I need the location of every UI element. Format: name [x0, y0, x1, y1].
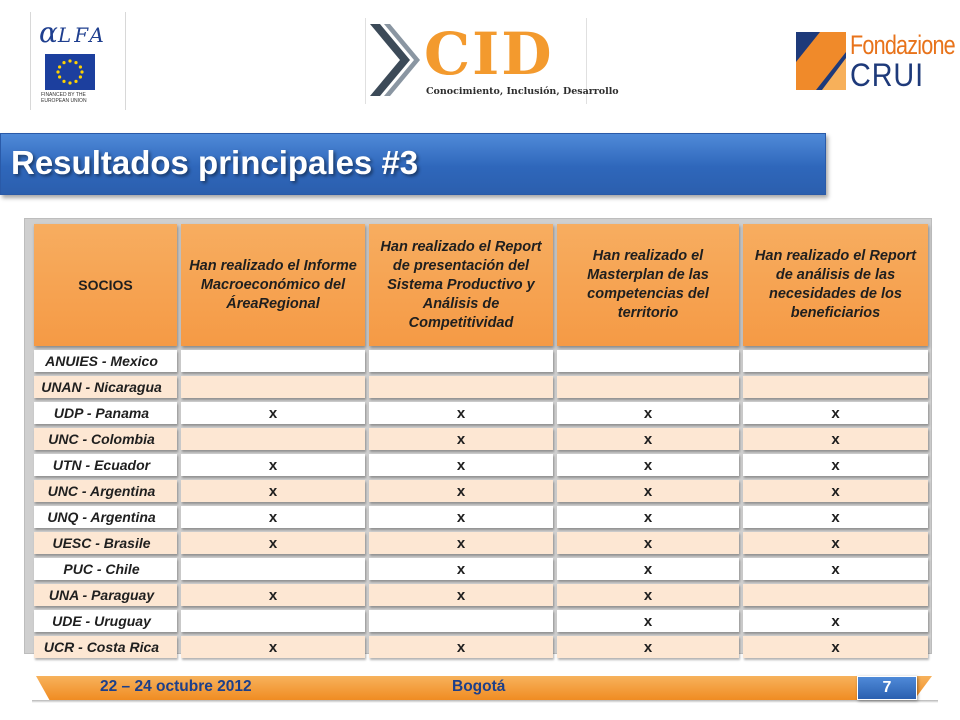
- row-partner: ANUIES - Mexico: [34, 350, 177, 372]
- row-cell: x: [181, 636, 365, 658]
- header-report-sistema-productivo: Han realizado el Report de presentación del Sistema Productivo y Análisis de Competitividad: [369, 224, 553, 346]
- row-cell: x: [557, 402, 739, 424]
- row-cell: x: [181, 532, 365, 554]
- row-cell: [181, 428, 365, 450]
- row-cell: x: [369, 402, 553, 424]
- row-cell: x: [181, 584, 365, 606]
- header-report-beneficiarios: Han realizado el Report de análisis de las necesidades de los beneficiarios: [743, 224, 928, 346]
- row-cell: [369, 376, 553, 398]
- row-cell: [743, 584, 928, 606]
- row-cell: x: [369, 584, 553, 606]
- table-row: [34, 428, 928, 450]
- crui-mark-icon: [796, 32, 846, 90]
- row-partner: UNC - Argentina: [34, 480, 177, 502]
- footer-shadow: [32, 700, 938, 703]
- row-cell: [557, 350, 739, 372]
- row-partner: UCR - Costa Rica: [34, 636, 177, 658]
- row-cell: [369, 610, 553, 632]
- row-cell: x: [743, 558, 928, 580]
- row-cell: x: [557, 454, 739, 476]
- page-number-badge: 7: [857, 676, 917, 700]
- table-header-row: [34, 224, 928, 346]
- header-masterplan: Han realizado el Masterplan de las competencias del territorio: [557, 224, 739, 346]
- table-row: [34, 584, 928, 606]
- row-cell: x: [743, 480, 928, 502]
- row-cell: x: [369, 454, 553, 476]
- footer-date: 22 – 24 octubre 2012: [100, 678, 252, 695]
- row-partner: UNQ - Argentina: [34, 506, 177, 528]
- row-partner: UNAN - Nicaragua: [34, 376, 177, 398]
- page-title: Resultados principales #3: [11, 144, 419, 181]
- cid-tagline: Conocimiento, Inclusión, Desarrollo: [426, 86, 619, 97]
- row-cell: x: [181, 480, 365, 502]
- row-cell: x: [557, 532, 739, 554]
- row-cell: x: [557, 584, 739, 606]
- row-cell: [557, 376, 739, 398]
- row-partner: UNA - Paraguay: [34, 584, 177, 606]
- alfa-logo: [30, 12, 126, 110]
- table-row: [34, 376, 928, 398]
- row-cell: [181, 376, 365, 398]
- row-cell: [181, 558, 365, 580]
- cid-chevron-icon: [366, 20, 426, 100]
- row-cell: x: [743, 532, 928, 554]
- table-row: [34, 350, 928, 372]
- header-informe-macroeconomico: Han realizado el Informe Macroeconómico del ÁreaRegional: [181, 224, 365, 346]
- row-cell: x: [369, 480, 553, 502]
- row-partner: PUC - Chile: [34, 558, 177, 580]
- eu-flag-icon: [45, 54, 95, 90]
- row-cell: x: [557, 428, 739, 450]
- row-cell: [181, 350, 365, 372]
- row-cell: x: [557, 610, 739, 632]
- eu-caption: FINANCED BY THE EUROPEAN UNION: [41, 92, 87, 104]
- crui-logo: [796, 30, 955, 96]
- table-row: [34, 610, 928, 632]
- row-cell: [743, 376, 928, 398]
- row-cell: x: [369, 428, 553, 450]
- row-cell: x: [181, 506, 365, 528]
- row-partner: UDE - Uruguay: [34, 610, 177, 632]
- row-cell: x: [743, 402, 928, 424]
- table-row: [34, 454, 928, 476]
- table-row: [34, 480, 928, 502]
- table-row: [34, 506, 928, 528]
- title-banner: [0, 133, 826, 195]
- results-table: [34, 224, 928, 658]
- table-row: [34, 532, 928, 554]
- crui-top-text: Fondazione: [850, 30, 955, 60]
- row-cell: x: [369, 532, 553, 554]
- row-cell: x: [743, 506, 928, 528]
- row-cell: [181, 610, 365, 632]
- alfa-logo-text: LFA: [57, 23, 107, 47]
- row-cell: x: [369, 636, 553, 658]
- table-row: [34, 636, 928, 658]
- row-partner: UDP - Panama: [34, 402, 177, 424]
- crui-bottom-text: CRUI: [850, 57, 924, 93]
- footer-place: Bogotá: [452, 678, 506, 695]
- cid-word: CID: [424, 20, 554, 88]
- row-partner: UESC - Brasile: [34, 532, 177, 554]
- table-row: [34, 558, 928, 580]
- row-partner: UNC - Colombia: [34, 428, 177, 450]
- row-cell: x: [557, 506, 739, 528]
- cid-logo: [365, 18, 619, 104]
- row-cell: x: [557, 636, 739, 658]
- alfa-alpha-glyph: α: [39, 16, 58, 49]
- row-cell: x: [369, 558, 553, 580]
- row-cell: x: [369, 506, 553, 528]
- row-cell: [369, 350, 553, 372]
- row-cell: [743, 350, 928, 372]
- row-cell: x: [557, 480, 739, 502]
- row-cell: x: [181, 454, 365, 476]
- header-socios: SOCIOS: [34, 224, 177, 346]
- row-cell: x: [743, 636, 928, 658]
- row-partner: UTN - Ecuador: [34, 454, 177, 476]
- table-row: [34, 402, 928, 424]
- row-cell: x: [743, 428, 928, 450]
- row-cell: x: [557, 558, 739, 580]
- row-cell: x: [743, 454, 928, 476]
- row-cell: x: [743, 610, 928, 632]
- row-cell: x: [181, 402, 365, 424]
